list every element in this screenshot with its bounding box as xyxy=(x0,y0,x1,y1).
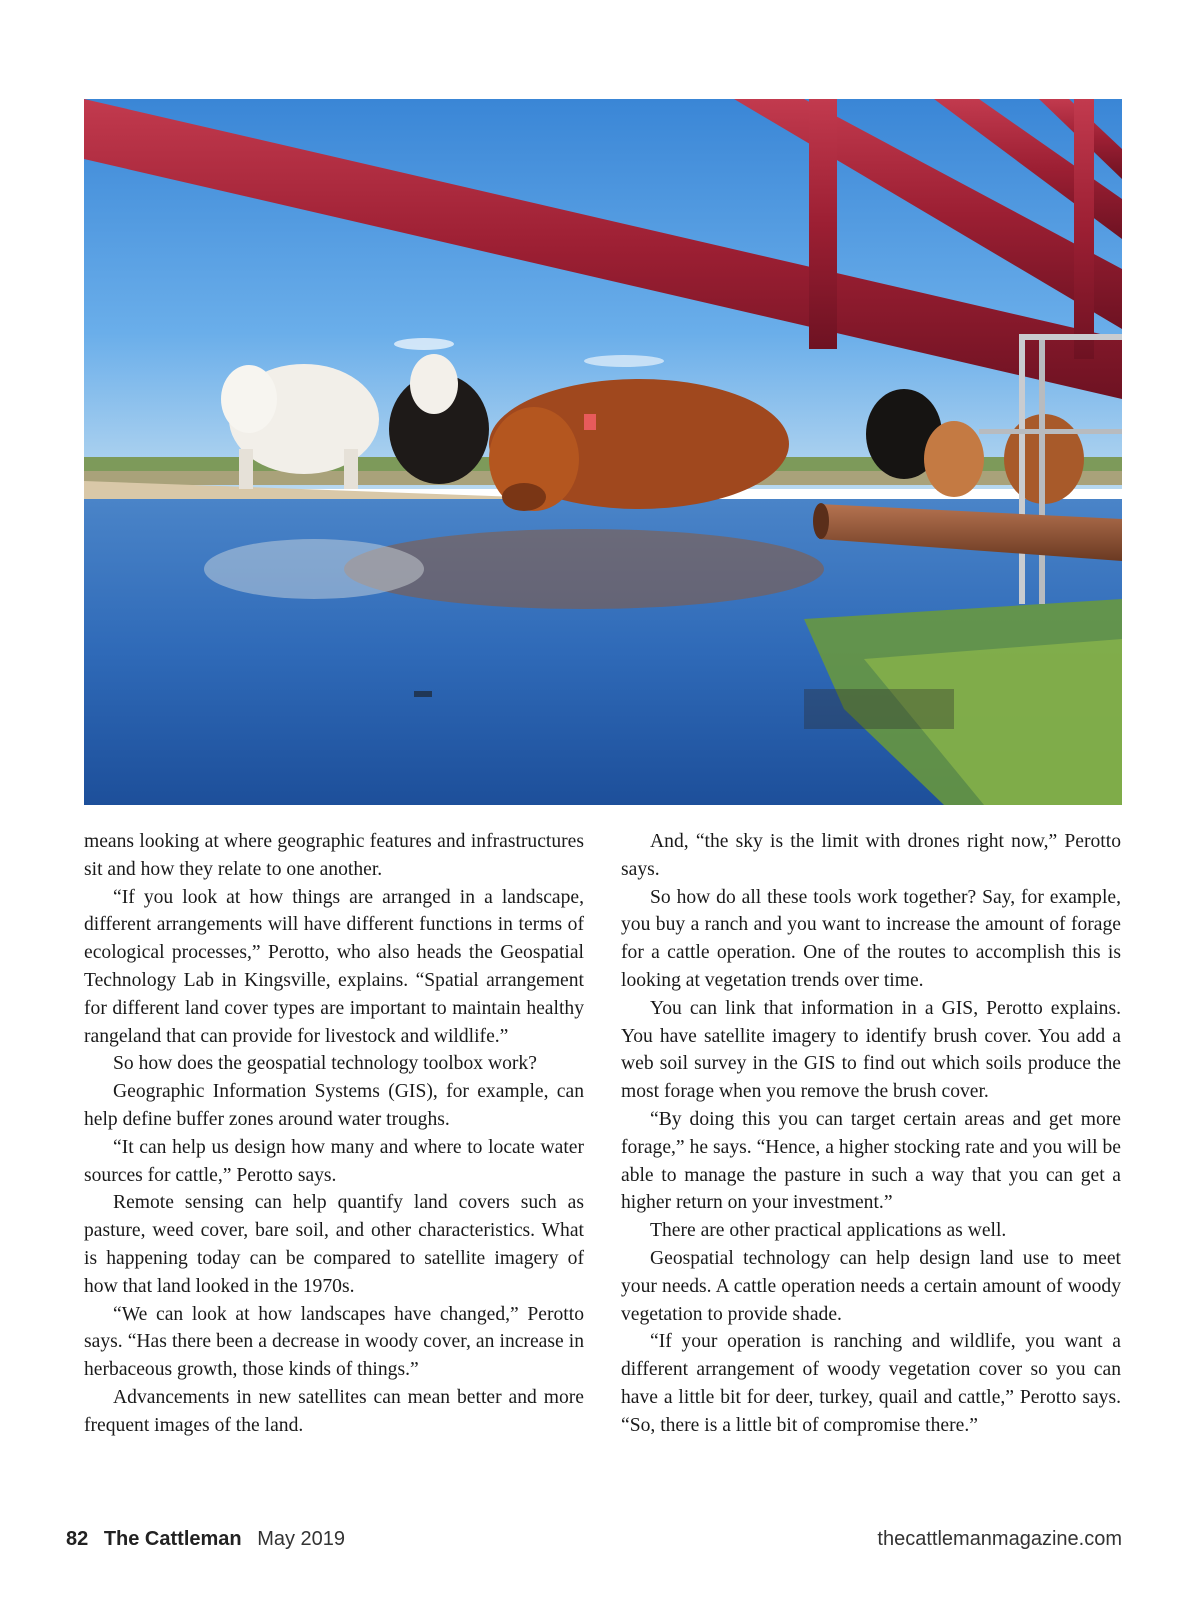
article-paragraph: “It can help us design how many and where to locate water sources for cattle,” Perotto says. xyxy=(84,1136,584,1186)
page-number: 82 xyxy=(66,1528,89,1550)
article-column-left xyxy=(84,828,584,1440)
article-column-right xyxy=(621,828,1121,1440)
article-paragraph: Geographic Information Systems (GIS), for example, can help define buffer zones around water troughs. xyxy=(84,1081,584,1130)
article-paragraph: So how does the geospatial technology toolbox work? xyxy=(113,1053,537,1075)
article-paragraph: “By doing this you can target certain areas and get more forage,” he says. “Hence, a higher stocking rate and you will be able to manage the pasture in such a way that you can get a higher return on your investment.” xyxy=(621,1108,1121,1214)
cattle-trough-illustration xyxy=(84,99,1122,805)
page-footer xyxy=(0,1528,1200,1558)
footer-publication-info xyxy=(66,1528,345,1551)
article-paragraph: “If you look at how things are arranged in a landscape, different arrangements will have different functions in terms of ecological processes,” Perotto, who also heads the Geospatial Technology Lab in Kingsville, explains. “Spatial arrangement for different land cover types are important to maintain healthy rangeland that can provide for livestock and wildlife.” xyxy=(84,886,584,1047)
issue-date: May 2019 xyxy=(257,1528,346,1550)
article-paragraph: And, “the sky is the limit with drones right now,” Perotto says. xyxy=(621,831,1121,880)
article-paragraph: There are other practical applications as well. xyxy=(650,1220,1007,1242)
article-paragraph: Remote sensing can help quantify land covers such as pasture, weed cover, bare soil, and other characteristics. What is happening today can be compared to satellite imagery of how that land looked in the 1970s. xyxy=(84,1192,584,1297)
article-paragraph: Geospatial technology can help design land use to meet your needs. A cattle operation needs a certain amount of woody vegetation to provide shade. xyxy=(621,1247,1121,1325)
article-paragraph: Advancements in new satellites can mean better and more frequent images of the land. xyxy=(84,1386,584,1436)
magazine-name: The Cattleman xyxy=(103,1528,242,1550)
article-paragraph: You can link that information in a GIS, Perotto explains. You have satellite imagery to identify brush cover. You add a web soil survey in the GIS to find out which soils produce the most forage when you remove the brush cover. xyxy=(621,997,1121,1103)
article-paragraph: “We can look at how landscapes have changed,” Perotto says. “Has there been a decrease in woody cover, an increase in herbaceous growth, those kinds of things.” xyxy=(84,1303,584,1381)
website-url[interactable]: thecattlemanmagazine.com xyxy=(877,1528,1122,1550)
article-photo xyxy=(84,99,1122,805)
article-paragraph: So how do all these tools work together? Say, for example, you buy a ranch and you want to increase the amount of forage for a cattle operation. One of the routes to accomplish this is looking at vegetation trends over time. xyxy=(621,886,1121,991)
article-paragraph: means looking at where geographic features and infrastructures sit and how they relate to one another. xyxy=(84,831,584,880)
article-paragraph: “If your operation is ranching and wildlife, you want a different arrangement of woody vegetation cover so you can have a little bit for deer, turkey, quail and cattle,” Perotto says. “So, there is a little bit of compromise there.” xyxy=(621,1331,1121,1436)
